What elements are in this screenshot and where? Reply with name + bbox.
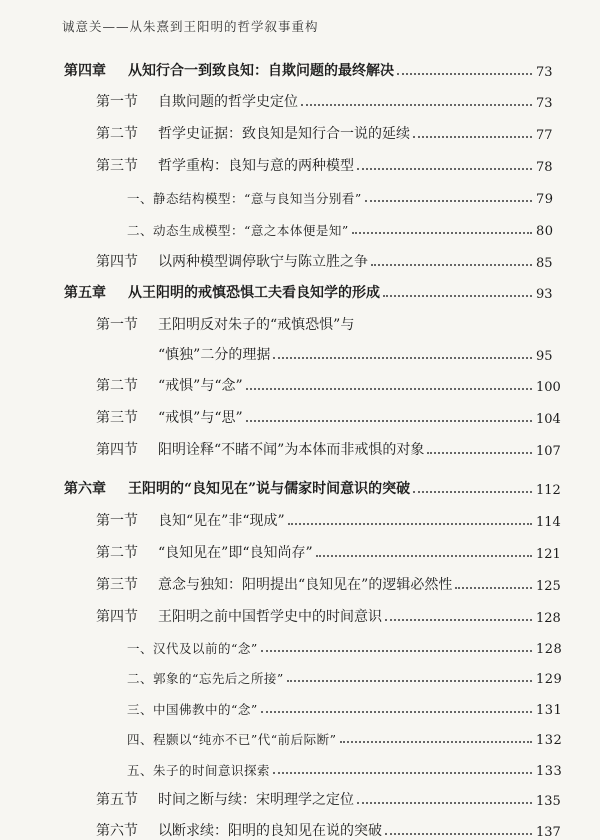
- dot-leader: [273, 357, 532, 359]
- toc-entry-number: 第四节: [96, 442, 138, 458]
- toc-chapter-entry[interactable]: [0, 476, 600, 498]
- toc-entry-number: 第四章: [64, 63, 106, 79]
- toc-entry-label: [0, 669, 284, 687]
- dot-leader: [246, 420, 532, 422]
- toc-page-number: 114: [536, 515, 561, 530]
- toc-entry-label: [0, 639, 258, 657]
- toc-entry-label: [0, 282, 380, 302]
- toc-entry-title: 王阳明反对朱子的“戒慎恐惧”与: [158, 317, 355, 333]
- toc-entry-title: 从知行合一到致良知：自欺问题的最终解决: [128, 63, 394, 79]
- toc-entry-label: [0, 789, 354, 809]
- toc-entry-number: 第二节: [96, 545, 138, 561]
- toc-subsection-entry[interactable]: [0, 635, 600, 657]
- toc-entry-title: 一、汉代及以前的“念”: [127, 641, 258, 656]
- toc-entry-title: 时间之断与续：宋明理学之定位: [158, 792, 354, 808]
- toc-entry-number: 第三节: [96, 410, 138, 426]
- toc-entry-label: [0, 820, 382, 840]
- toc-page-number: 93: [536, 287, 553, 302]
- toc-section-entry[interactable]: [0, 121, 600, 143]
- toc-page-number: 129: [536, 672, 563, 687]
- toc-entry-label: [0, 542, 313, 562]
- toc-section-entry[interactable]: [0, 405, 600, 427]
- toc-entry-number: 第五章: [64, 285, 106, 301]
- toc-entry-label: [0, 510, 285, 530]
- toc-entry-label: [0, 700, 258, 718]
- toc-entry-title: 阳明诠释“不睹不闻”为本体而非戒惧的对象: [158, 442, 425, 458]
- toc-entry-title: “慎独”二分的理据: [158, 347, 271, 363]
- toc-section-entry[interactable]: [0, 89, 600, 111]
- toc-section-entry[interactable]: [0, 249, 600, 271]
- toc-page-number: 133: [536, 764, 563, 779]
- toc-entry-label: [0, 375, 243, 395]
- toc-section-entry[interactable]: [0, 818, 600, 840]
- toc-subsection-entry[interactable]: [0, 185, 600, 207]
- toc-entry-title: 哲学重构：良知与意的两种模型: [158, 158, 354, 174]
- dot-leader: [383, 295, 532, 297]
- toc-entry-label: [0, 606, 382, 626]
- dot-leader: [316, 555, 532, 557]
- toc-entry-label: [0, 730, 337, 748]
- dot-leader: [288, 523, 532, 525]
- toc-subsection-entry[interactable]: [0, 757, 600, 779]
- toc-entry-title: 五、朱子的时间意识探索: [127, 763, 271, 778]
- toc-entry-number: 第一节: [96, 94, 138, 110]
- toc-entry-label: [0, 155, 354, 175]
- toc-page-number: 73: [536, 65, 553, 80]
- toc-subsection-entry[interactable]: [0, 665, 600, 687]
- toc-entry-number: 第一节: [96, 317, 138, 333]
- toc-page-number: 95: [536, 349, 553, 364]
- toc-page-number: 128: [536, 611, 561, 626]
- toc-page-number: 100: [536, 380, 561, 395]
- toc-subsection-entry[interactable]: [0, 726, 600, 748]
- toc-entry-label: [0, 478, 410, 498]
- toc-subsection-entry[interactable]: [0, 696, 600, 718]
- toc-entry-label: [0, 314, 354, 334]
- toc-entry-number: 第五节: [96, 792, 138, 808]
- toc-page-number: 77: [536, 128, 553, 143]
- toc-entry-label: [0, 344, 270, 364]
- toc-entry-title: 二、郭象的“忘先后之所接”: [127, 671, 284, 686]
- toc-entry-number: 第三节: [96, 158, 138, 174]
- toc-entry-title: 三、中国佛教中的“念”: [127, 702, 258, 717]
- toc-section-entry[interactable]: [0, 604, 600, 626]
- toc-entry-title: 王阳明之前中国哲学史中的时间意识: [158, 609, 382, 625]
- toc-entry-number: 第二节: [96, 126, 138, 142]
- dot-leader: [371, 264, 532, 266]
- toc-entry-title: 哲学史证据：致良知是知行合一说的延续: [158, 126, 410, 142]
- dot-leader: [273, 772, 532, 774]
- dot-leader: [352, 232, 532, 234]
- toc-entry-title: 一、静态结构模型：“意与良知当分别看”: [127, 191, 362, 206]
- toc-page-number: 104: [536, 412, 561, 427]
- toc-entry-title: 意念与独知：阳明提出“良知见在”的逻辑必然性: [158, 577, 453, 593]
- toc-page-number: 73: [536, 96, 553, 111]
- toc-page-number: 79: [536, 192, 554, 207]
- toc-entry-label: [0, 221, 349, 239]
- toc-entry-number: 第二节: [96, 378, 138, 394]
- toc-page-number: 112: [536, 483, 561, 498]
- dot-leader: [385, 833, 532, 835]
- dot-leader: [413, 491, 532, 493]
- dot-leader: [246, 388, 532, 390]
- toc-page-number: 137: [536, 825, 561, 840]
- toc-entry-label: [0, 439, 424, 459]
- dot-leader: [397, 73, 532, 75]
- toc-chapter-entry[interactable]: [0, 58, 600, 80]
- toc-entry-title: 以断求续：阳明的良知见在说的突破: [158, 823, 382, 839]
- toc-entry-label: [0, 761, 270, 779]
- toc-section-entry[interactable]: [0, 342, 600, 364]
- toc-section-entry[interactable]: [0, 437, 600, 459]
- toc-section-entry[interactable]: [0, 787, 600, 809]
- toc-entry-label: [0, 60, 394, 80]
- toc-entry-number: 第四节: [96, 609, 138, 625]
- toc-section-entry[interactable]: [0, 572, 600, 594]
- toc-entry-title: “戒惧”与“念”: [158, 378, 243, 394]
- toc-entry-number: 第一节: [96, 513, 138, 529]
- dot-leader: [357, 802, 532, 804]
- toc-entry-title: 二、动态生成模型：“意之本体便是知”: [127, 223, 349, 238]
- toc-entry-title: 以两种模型调停耿宁与陈立胜之争: [158, 254, 368, 270]
- toc-entry-title: 从王阳明的戒慎恐惧工夫看良知学的形成: [128, 285, 380, 301]
- dot-leader: [455, 587, 532, 589]
- dot-leader: [427, 452, 532, 454]
- dot-leader: [261, 650, 532, 652]
- toc-page-number: 132: [536, 733, 563, 748]
- toc-entry-title: 四、程颢以“纯亦不已”代“前后际断”: [127, 732, 337, 747]
- toc-entry-label: [0, 407, 243, 427]
- toc-entry-number: 第六节: [96, 823, 138, 839]
- running-header: 诚意关——从朱熹到王阳明的哲学叙事重构: [62, 19, 319, 34]
- toc-page-number: 125: [536, 579, 561, 594]
- toc-entry-title: “戒惧”与“思”: [158, 410, 243, 426]
- toc-entry-label: [0, 123, 410, 143]
- toc-page-number: 85: [536, 256, 553, 271]
- toc-entry-number: 第四节: [96, 254, 138, 270]
- dot-leader: [340, 741, 532, 743]
- toc-page-number: 135: [536, 794, 561, 809]
- dot-leader: [357, 168, 532, 170]
- toc-entry-number: 第六章: [64, 481, 106, 497]
- toc-page-number: 128: [536, 642, 563, 657]
- toc-entry-label: [0, 189, 362, 207]
- toc-section-entry[interactable]: [0, 540, 600, 562]
- toc-entry-number: 第三节: [96, 577, 138, 593]
- toc-page-number: 78: [536, 160, 553, 175]
- toc-entry-label: [0, 251, 368, 271]
- toc-entry-title: 自欺问题的哲学史定位: [158, 94, 298, 110]
- toc-section-entry[interactable]: [0, 508, 600, 530]
- toc-entry-label: [0, 91, 298, 111]
- toc-chapter-entry[interactable]: [0, 280, 600, 302]
- toc-entry-title: 良知“见在”非“现成”: [158, 513, 285, 529]
- toc-page-number: 80: [536, 224, 554, 239]
- dot-leader: [261, 711, 532, 713]
- toc-page-number: 131: [536, 703, 563, 718]
- toc-page-number: 107: [536, 444, 561, 459]
- toc-entry-title: 王阳明的“良知见在”说与儒家时间意识的突破: [128, 481, 411, 497]
- dot-leader: [287, 680, 532, 682]
- dot-leader: [413, 136, 532, 138]
- toc-section-entry[interactable]: [0, 373, 600, 395]
- dot-leader: [365, 200, 532, 202]
- toc-entry-label: [0, 574, 452, 594]
- toc-entry-title: “良知见在”即“良知尚存”: [158, 545, 313, 561]
- dot-leader: [385, 619, 532, 621]
- dot-leader: [301, 104, 532, 106]
- toc-page-number: 121: [536, 547, 561, 562]
- toc-section-entry[interactable]: [0, 153, 600, 175]
- toc-section-entry[interactable]: [0, 312, 600, 334]
- toc-subsection-entry[interactable]: [0, 217, 600, 239]
